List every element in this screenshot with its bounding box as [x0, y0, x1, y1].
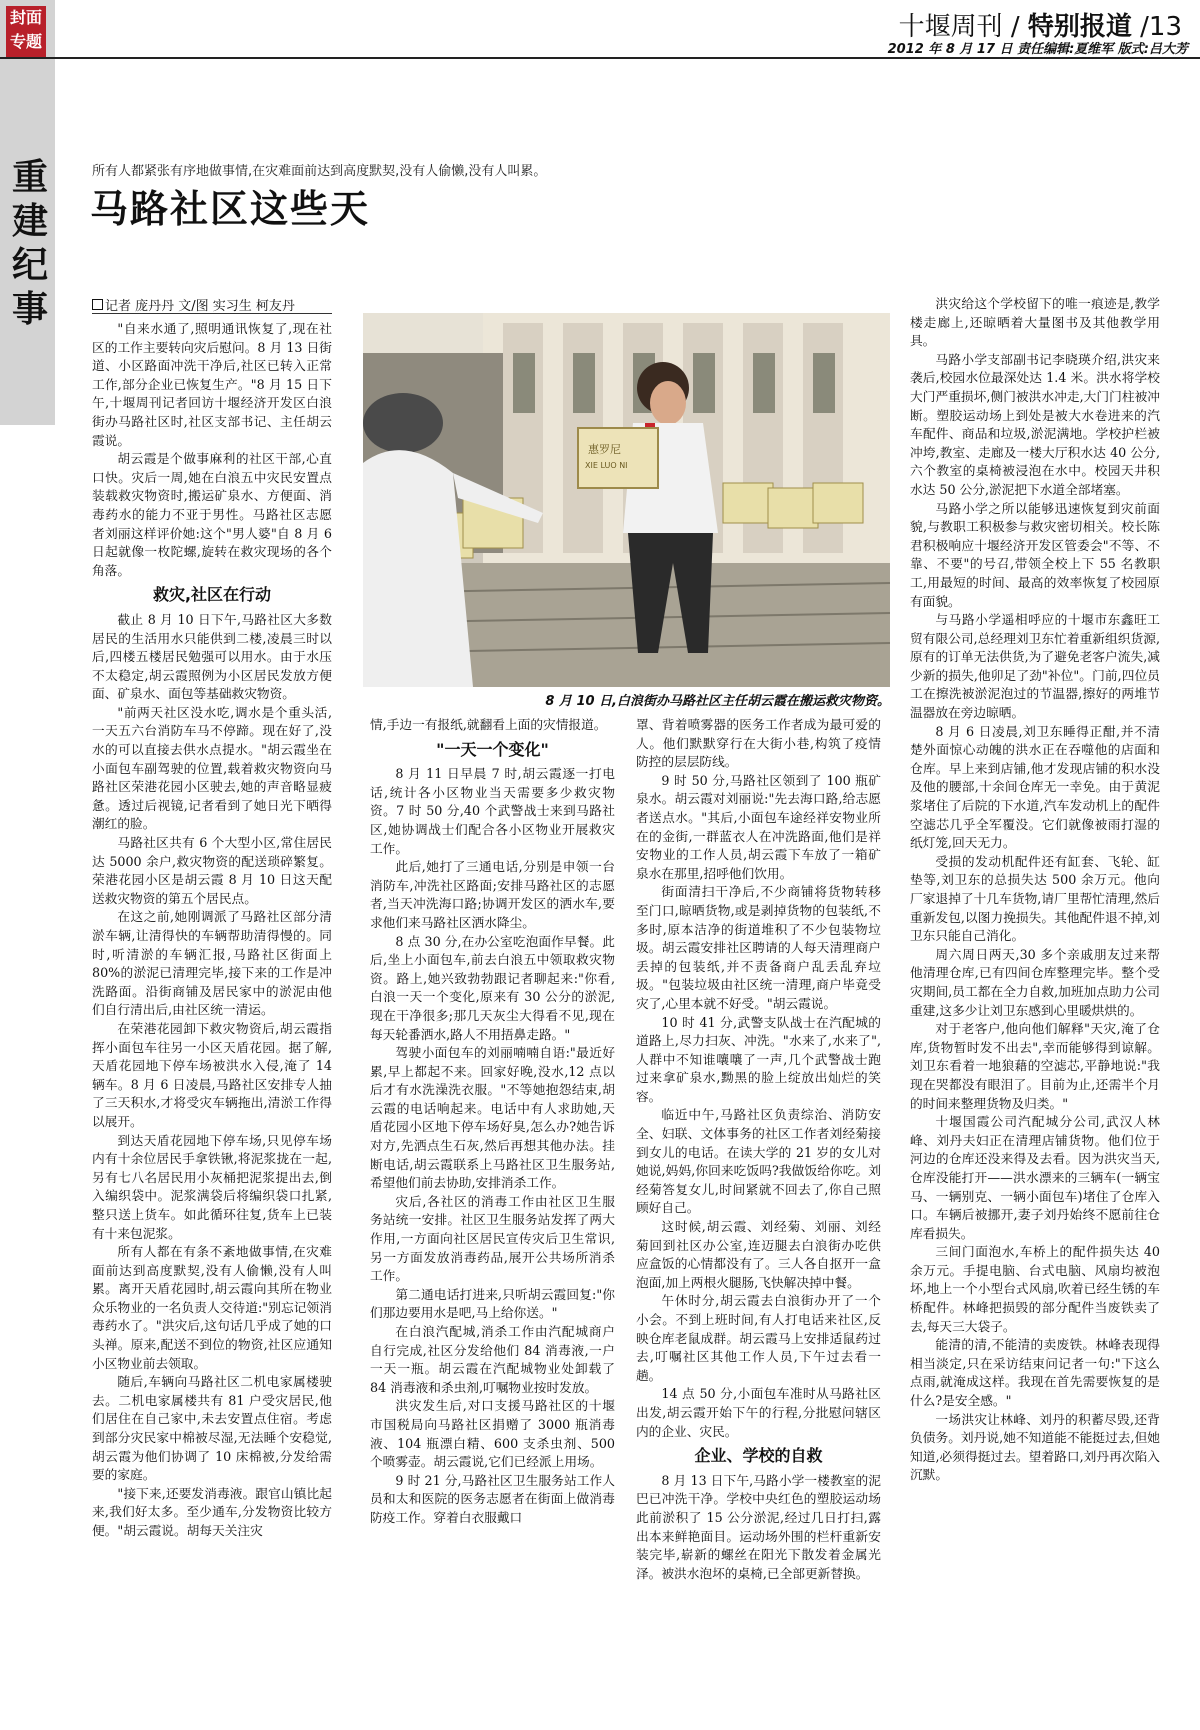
- text-column-4: [910, 295, 1160, 1715]
- paragraph: 8 月 6 日凌晨,刘卫东睡得正酣,并不清楚外面惊心动魄的洪水正在吞噬他的店面和仓库。早上来到店铺,他才发现店铺的积水没及他的腰部,十余间仓库无一幸免。由于黄泥浆堵住了后院的下水道,汽车发动机上的配件空滤芯几乎全军覆没。它们就像被雨打湿的纸灯笼,回天无力。: [910, 723, 1160, 851]
- text-column-2: [370, 716, 615, 1716]
- paragraph: 街面清扫干净后,不少商铺将货物转移至门口,晾晒货物,或是剥掉货物的包装纸,不多时,原本洁净的街道堆积了不少包装物垃圾。胡云霞安排社区聘请的人每天清理商户丢掉的包装纸,并不责备商户乱丢乱弃垃圾。"包装垃圾由社区统一清理,商户毕竟受灾了,心里本就不好受。"胡云霞说。: [636, 884, 881, 1011]
- byline-box-icon: [92, 299, 103, 310]
- paragraph: 9 时 21 分,马路社区卫生服务站工作人员和太和医院的医务志愿者在街面上做消毒防疫工作。穿着白衣服戴口: [370, 1472, 615, 1525]
- paragraph: 洪灾给这个学校留下的唯一痕迹是,教学楼走廊上,还晾晒着大量图书及其他教学用具。: [910, 296, 1160, 349]
- badge-line-2: 专题: [9, 32, 42, 51]
- paragraph: 情,手边一有报纸,就翻看上面的灾情报道。: [370, 717, 607, 732]
- paragraph: 10 时 41 分,武警支队战士在汽配城的道路上,尽力扫灰、冲洗。"水来了,水来了",人群中不知谁嚷嚷了一声,几个武警战士跑过来拿矿泉水,黝黑的脸上绽放出灿烂的笑容。: [636, 1014, 881, 1104]
- header-rule: [0, 57, 1200, 59]
- paragraph: 午休时分,胡云霞去白浪街办开了一个小会。不到上班时间,有人打电话来社区,反映仓库老鼠成群。胡云霞马上安排适鼠药过去,叮嘱社区其他工作人员,下午过去看一趟。: [636, 1293, 881, 1383]
- paragraph: 9 时 50 分,马路社区领到了 100 瓶矿泉水。胡云霞对刘丽说:"先去海口路,给志愿者送点水。"其后,小面包车途经祥安物业所在的金街,一群蓝衣人在冲洗路面,他们是祥安物业的工作人员,胡云霞下车放了一箱矿泉水在那里,招呼他们饮用。: [636, 772, 881, 881]
- paragraph: 马路小学之所以能够迅速恢复到灾前面貌,与教职工积极参与救灾密切相关。校长陈君积极响应十堰经济开发区管委会"不等、不靠、不要"的号召,带领全校上下 55 名教职工,用最短的时间、最高的效率恢复了校园原有面貌。: [910, 500, 1160, 609]
- badge-line-1: 封面: [9, 8, 42, 27]
- paragraph: 罩、背着喷雾器的医务工作者成为最可爱的人。他们默默穿行在大街小巷,构筑了疫情防控的层层防线。: [636, 717, 881, 770]
- vertical-char: 纪: [11, 244, 48, 286]
- paragraph: 随后,车辆向马路社区二机电家属楼驶去。二机电家属楼共有 81 户受灾居民,他们居住在自己家中,未去安置点住宿。考虑到部分灾民家中棉被尽湿,无法睡个安稳觉,胡云霞为他们协调了 10 床棉被,分发给需要的家庭。: [92, 1374, 332, 1483]
- paragraph: 截止 8 月 10 日下午,马路社区大多数居民的生活用水只能供到二楼,凌晨三时以后,四楼五楼居民勉强可以用水。由于水压不太稳定,胡云霞照例为小区居民发放方便面、矿泉水、面包等基础救灾物资。: [92, 611, 332, 702]
- paragraph: 受损的发动机配件还有缸套、飞轮、缸垫等,刘卫东的总损失达 500 余万元。他向厂家退掉了十几车货物,请厂里帮忙清理,然后重新发包,以图力挽损失。其他配件退不掉,刘卫东只能自己消化。: [910, 853, 1160, 944]
- paragraph: 第二通电话打进来,只听胡云霞回复:"你们那边要用水是吧,马上给你送。": [370, 1286, 615, 1321]
- paragraph: 8 月 11 日早晨 7 时,胡云霞逐一打电话,统计各小区物业当天需要多少救灾物资。7 时 50 分,40 个武警战士来到马路社区,她协调战士们配合各小区物业开展救灾工作。: [370, 766, 615, 856]
- news-photo: [363, 313, 890, 687]
- section-badge: [6, 6, 46, 58]
- box-label-en: XIE LUO NI: [585, 461, 628, 470]
- paragraph: 对于老客户,他向他们解释"天灾,淹了仓库,货物暂时发不出去",幸而能够得到谅解。刘卫东看着一地狼藉的空滤芯,平静地说:"我现在哭都没有眼泪了。目前为止,还需半个月的时间来整理货物及归类。": [910, 1021, 1160, 1111]
- vertical-char: 重: [11, 156, 48, 198]
- issue-info: 2012 年 8 月 17 日 责任编辑:夏维军 版式:吕大芳: [887, 42, 1188, 57]
- paragraph: 8 月 13 日下午,马路小学一楼教室的泥巴已冲洗干净。学校中央红色的塑胶运动场此前淤积了 15 公分淤泥,经过几日打扫,露出本来鲜艳面目。运动场外围的栏杆重新安装完毕,崭新的螺丝在阳光下散发着金属光泽。被洪水泡坏的桌椅,已全部更新替换。: [636, 1472, 881, 1581]
- paragraph: 所有人都在有条不紊地做事情,在灾难面前达到高度默契,没有人偷懒,没有人叫累。离开天盾花园时,胡云霞向其所在物业众乐物业的一名负责人交待道:"别忘记领消毒药水了。"洪灾后,这句话几乎成了她的口头禅。原来,配送不到位的物资,社区应通知小区物业前去领取。: [92, 1244, 332, 1371]
- paragraph: 14 点 50 分,小面包车准时从马路社区出发,胡云霞开始下午的行程,分批慰问辖区内的企业、灾民。: [636, 1386, 881, 1439]
- paragraph: 在这之前,她刚调派了马路社区部分清淤车辆,让清得快的车辆帮助清得慢的。同时,听清淤的车辆汇报,马路社区街面上 80%的淤泥已清理完毕,接下来的工作是冲洗路面。沿街商铺及居民家中的淤泥由他们自行清出后,由社区统一清运。: [92, 909, 332, 1018]
- section-heading: 救灾,社区在行动: [152, 585, 272, 605]
- byline-text: 记者 庞丹丹 文/图 实习生 柯友丹: [105, 299, 295, 314]
- photo-illustration: [363, 313, 890, 687]
- paragraph: 临近中午,马路社区负责综治、消防安全、妇联、文体事务的社区工作者刘经菊接到女儿的电话。在读大学的 21 岁的女儿对她说,妈妈,你回来吃饭吗?我做饭给你吃。刘经菊答复女儿,时间紧就不回去了,你自己照顾好自己。: [636, 1107, 881, 1216]
- text-column-1: [92, 320, 332, 1715]
- vertical-char: 建: [11, 200, 48, 242]
- section-prefix: 十堰周刊 /: [898, 12, 1028, 42]
- article-subhead: 所有人都紧张有序地做事情,在灾难面前达到高度默契,没有人偷懒,没有人叫累。: [92, 164, 547, 179]
- paragraph: 8 点 30 分,在办公室吃泡面作早餐。此后,坐上小面包车,前去白浪五中领取救灾物资。路上,她兴致勃勃跟记者聊起来:"你看,白浪一天一个变化,原来有 30 公分的淤泥,现在干净很多;那几天灰尘大得看不见,现在每天轮番洒水,路人不用捂鼻走路。": [370, 933, 615, 1042]
- vertical-section-title: [10, 155, 50, 331]
- text-column-3: [636, 716, 881, 1716]
- section-bold: 特别报道: [1027, 12, 1132, 42]
- paragraph: 这时候,胡云霞、刘经菊、刘丽、刘经菊回到社区办公室,连迈腿去白浪街办吃供应盒饭的心情都没有了。三人各自抠开一盒泡面,加上两根火腿肠,飞快解决掉中餐。: [636, 1219, 881, 1290]
- section-heading: "一天一个变化": [436, 739, 549, 759]
- paragraph: 一场洪灾让林峰、刘丹的积蓄尽毁,还背负债务。刘丹说,她不知道能不能挺过去,但她知道,必须得挺过去。望着路口,刘丹再次陷入沉默。: [910, 1411, 1160, 1483]
- paragraph: 在白浪汽配城,消杀工作由汽配城商户自行完成,社区分发给他们 84 消毒液,一户一天一瓶。胡云霞在汽配城物业处卸载了 84 消毒液和杀虫剂,叮嘱物业按时发放。: [370, 1324, 615, 1395]
- paragraph: 驾驶小面包车的刘丽喃喃自语:"最近好累,早上都起不来。回家好晚,没水,12 点以后才有水洗澡洗衣服。"不等她抱怨结束,胡云霞的电话响起来。电话中有人求助她,天盾花园小区地下停车场好臭,怎么办?她告诉对方,先洒点生石灰,然后再想其他办法。挂断电话,胡云霞联系上马路社区卫生服务站,希望他们前去协助,安排消杀工作。: [370, 1045, 615, 1191]
- byline: [92, 295, 295, 314]
- paragraph: 灾后,各社区的消毒工作由社区卫生服务站统一安排。社区卫生服务站发挥了两大作用,一方面向社区居民宣传灾后卫生常识,另一方面发放消毒药品,展开公共场所消杀工作。: [370, 1193, 615, 1284]
- paragraph: 能清的清,不能清的卖废铁。林峰表现得相当淡定,只在采访结束问记者一句:"下这么点雨,就淹成这样。我现在首先需要恢复的是什么?是安全感。": [910, 1337, 1160, 1409]
- page-number: /13: [1131, 12, 1182, 42]
- paragraph: "自来水通了,照明通讯恢复了,现在社区的工作主要转向灾后慰问。8 月 13 日街道、小区路面冲洗干净后,社区已转入正常工作,部分企业已恢复生产。"8 月 15 日下午,十堰周刊记者回访十堰经济开发区白浪街办马路社区时,社区支部书记、主任胡云霞说。: [92, 321, 332, 448]
- paragraph: 三间门面泡水,车桥上的配件损失达 40 余万元。手提电脑、台式电脑、风扇均被泡坏,地上一个小型台式风扇,吹着已经生锈的车桥配件。林峰把损毁的部分配件当废铁卖了去,每天三大袋子。: [910, 1244, 1160, 1334]
- paragraph: "前两天社区没水吃,调水是个重头活,一天五六台消防车马不停蹄。现在好了,没水的可以直接去供水点提水。"胡云霞坐在小面包车副驾驶的位置,载着救灾物资向马路社区荣港花园小区驶去,她的声音略显疲惫。透过后视镜,记者看到了她日光下晒得潮红的脸。: [92, 704, 332, 832]
- paragraph: 马路社区共有 6 个大型小区,常住居民达 5000 余户,救灾物资的配送琐碎繁复。荣港花园小区是胡云霞 8 月 10 日这天配送救灾物资的第五个居民点。: [92, 835, 332, 906]
- byline-rule: [92, 313, 332, 314]
- paragraph: 到达天盾花园地下停车场,只见停车场内有十余位居民手拿铁锹,将泥浆拢在一起,另有七八名居民用小灰桶把泥浆提出去,倒入编织袋中。泥浆满袋后将编织袋口扎紧,整只送上货车。如此循环往复,货车上已装有十来包泥浆。: [92, 1132, 332, 1241]
- section-heading: 企业、学校的自救: [694, 1446, 823, 1466]
- vertical-char: 事: [11, 288, 48, 330]
- paragraph: 洪灾发生后,对口支援马路社区的十堰市国税局向马路社区捐赠了 3000 瓶消毒液、104 瓶漂白精、600 支杀虫剂、500 个喷雾壶。胡云霞说,它们已经派上用场。: [370, 1398, 615, 1470]
- paragraph: 胡云霞是个做事麻利的社区干部,心直口快。灾后一周,她在白浪五中灾民安置点装载救灾物资时,搬运矿泉水、方便面、消毒药水的能力不亚于男性。马路社区志愿者刘丽这样评价她:这个"男人婆"自 8 月 6 日起就像一枚陀螺,旋转在救灾现场的各个角落。: [92, 451, 332, 578]
- paragraph: 周六周日两天,30 多个亲戚朋友过来帮他清理仓库,已有四间仓库整理完毕。整个受灾期间,员工都在全力自救,加班加点助力公司重建,这多少让刘卫东感到心里暖烘烘的。: [910, 946, 1160, 1018]
- paragraph: 此后,她打了三通电话,分别是申领一台消防车,冲洗社区路面;安排马路社区的志愿者,当天冲洗海口路;协调开发区的洒水车,要求他们来马路社区洒水降尘。: [370, 859, 615, 930]
- article-headline: 马路社区这些天: [90, 187, 371, 231]
- paragraph: "接下来,还要发消毒液。跟官山镇比起来,我们好太多。至少通车,分发物资比较方便。"胡云霞说。胡每天关注灾: [92, 1485, 332, 1538]
- paragraph: 与马路小学遥相呼应的十堰市东鑫旺工贸有限公司,总经理刘卫东忙着重新组织货源,原有的订单无法供货,为了避免老客户流失,减少新的损失,他卯足了劲"补位"。门前,四位员工在擦洗被淤泥泡过的节温器,擦好的两堆节温器放在旁边晾晒。: [910, 612, 1160, 721]
- paragraph: 马路小学支部副书记李晓瑛介绍,洪灾来袭后,校园水位最深处达 1.4 米。洪水将学校大门严重损坏,侧门被洪水冲走,大门门柱被冲断。塑胶运动场上到处是被大水卷进来的汽车配件、商品和垃圾,淤泥满地。学校护栏被冲垮,教室、走廊及一楼大厅积水达 40 公分,六个教室的桌椅被浸泡在水中。校园天井积水达 50 公分,淤泥把下水道全部堵塞。: [910, 351, 1160, 497]
- paragraph: 在荣港花园卸下救灾物资后,胡云霞指挥小面包车往另一小区天盾花园。据了解,天盾花园地下停车场被洪水入侵,淹了 14 辆车。8 月 6 日凌晨,马路社区安排专人抽了三天积水,才将受灾车辆拖出,清淤工作得以展开。: [92, 1020, 332, 1129]
- box-label-cn: 惠罗尼: [588, 443, 621, 456]
- paragraph: 十堰国霞公司汽配城分公司,武汉人林峰、刘丹夫妇正在清理店铺货物。他们位于河边的仓库还没来得及去看。因为洪灾当天,仓库没能打开——洪水漂来的三辆车(一辆宝马、一辆别克、一辆小面包车)堵住了仓库入口。车辆后被挪开,妻子刘丹始终不愿前往仓库看损失。: [910, 1114, 1160, 1241]
- photo-caption: 8 月 10 日,白浪街办马路社区主任胡云霞在搬运救灾物资。: [545, 694, 890, 709]
